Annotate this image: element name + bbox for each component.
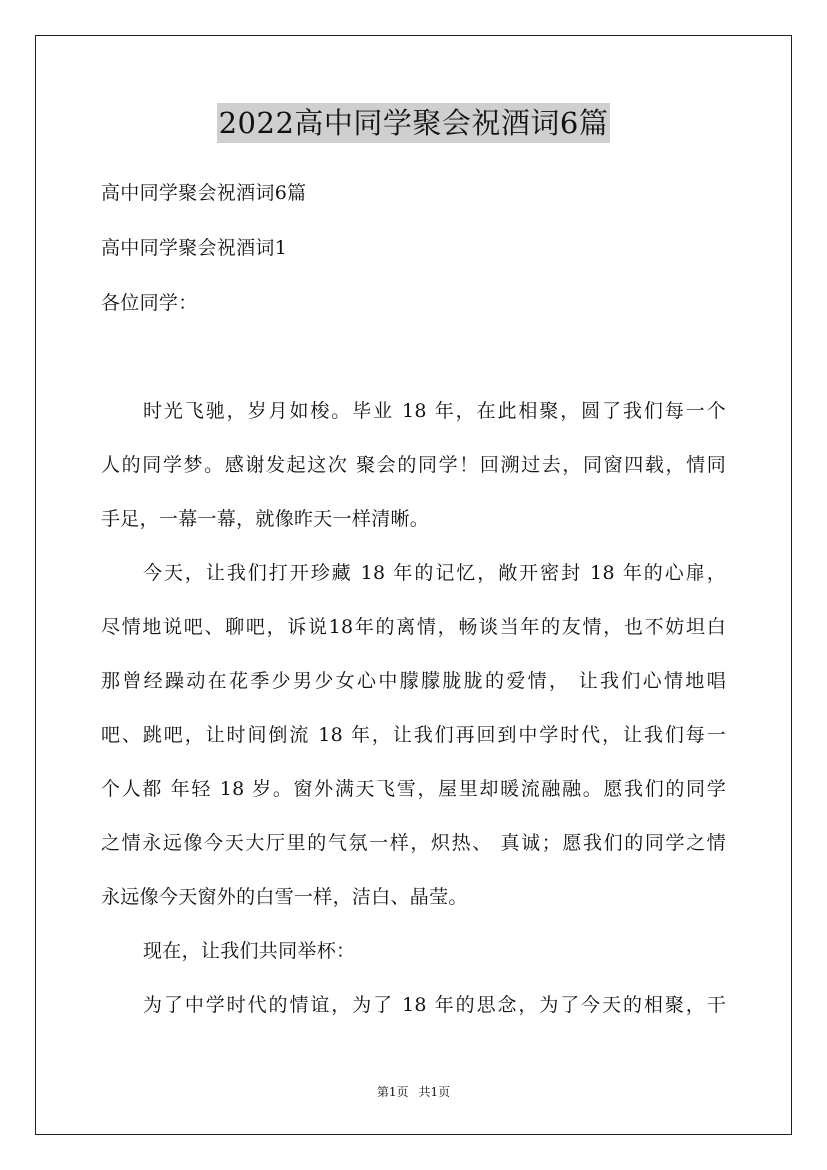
section-heading: 高中同学聚会祝酒词1 [101, 237, 288, 259]
title-container [0, 103, 827, 143]
paragraph-line: 今天，让我们打开珍藏 18 年的记忆，敞开密封 18 年的心扉， [143, 562, 726, 584]
paragraph-line: 尽情地说吧、聊吧，诉说18年的离情，畅谈当年的友情，也不妨坦白 [101, 616, 726, 638]
paragraph-line: 为了中学时代的情谊，为了 18 年的思念，为了今天的相聚，干 [143, 994, 726, 1016]
heading-line: 高中同学聚会祝酒词6篇 [101, 182, 307, 204]
page-total: 共1页 [418, 1085, 451, 1099]
paragraph-line: 手足，一幕一幕，就像昨天一样清晰。 [101, 508, 430, 530]
paragraph-line: 吧、跳吧，让时间倒流 18 年，让我们再回到中学时代，让我们每一 [101, 724, 726, 746]
paragraph-line: 个人都 年轻 18 岁。窗外满天飞雪，屋里却暖流融融。愿我们的同学 [101, 778, 726, 800]
paragraph-line: 时光飞驰，岁月如梭。毕业 18 年，在此相聚，圆了我们每一个 [143, 400, 726, 422]
paragraph-line: 人的同学梦。感谢发起这次 聚会的同学！回溯过去，同窗四载，情同 [101, 454, 726, 476]
document-title: 2022高中同学聚会祝酒词6篇 [217, 103, 611, 143]
paragraph-line: 现在，让我们共同举杯： [143, 940, 356, 962]
page-number: 第1页 [376, 1085, 409, 1099]
page-footer [0, 1084, 827, 1100]
salutation: 各位同学： [101, 292, 198, 314]
paragraph-line: 永远像今天窗外的白雪一样，洁白、晶莹。 [101, 886, 468, 908]
paragraph-line: 那曾经躁动在花季少男少女心中朦朦胧胧的爱情， 让我们心情地唱 [101, 670, 726, 692]
paragraph-line: 之情永远像今天大厅里的气氛一样，炽热、 真诚；愿我们的同学之情 [101, 832, 726, 854]
